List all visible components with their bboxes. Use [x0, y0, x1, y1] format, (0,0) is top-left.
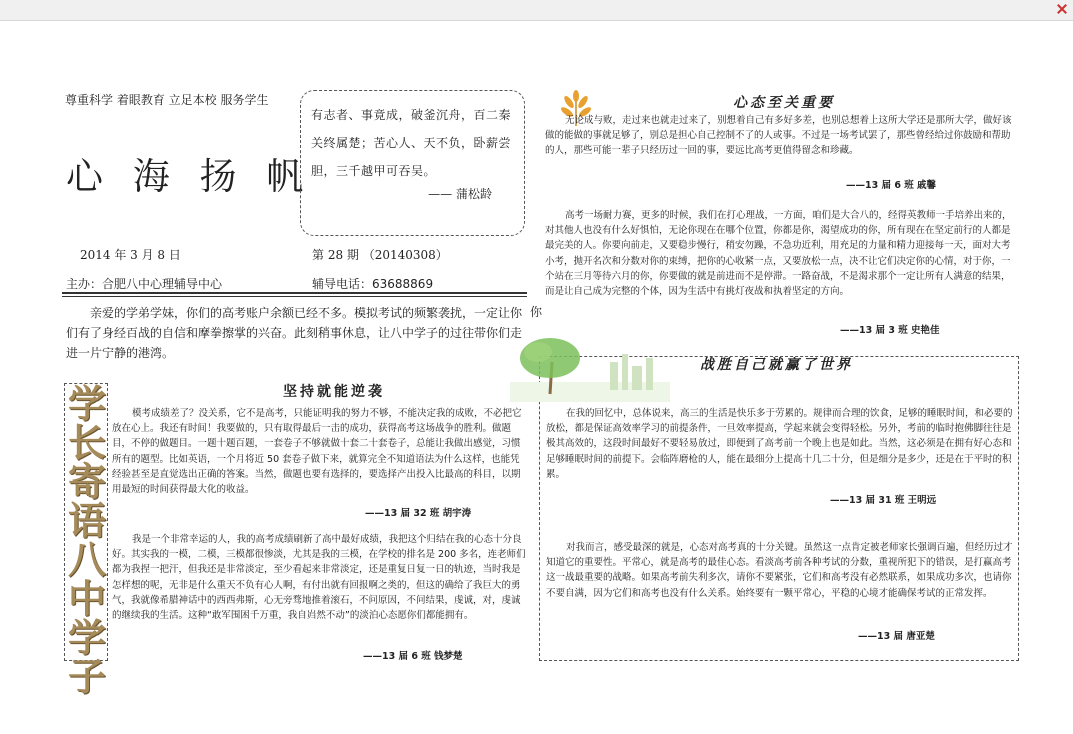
- poem-box: [300, 90, 525, 236]
- article-text: 在我的回忆中，总体说来，高三的生活是快乐多于劳累的。规律而合理的饮食，足够的睡眠时间，和必要的放松，都是保证高效率学习的前提条件，一旦效率提高，学起来就会变得轻松。另外，考前的临时抱佛脚往往是极其高效的，这段时间最好不要轻易放过，即便到了高考前一个晚上也是如此。当然，这必须是在拥有好心态和足够睡眠时间的前提下。会临阵磨枪的人，能在最细分上提高十几二十分，但是细分是多少，还是在于平时的积累。: [546, 408, 1013, 480]
- article-signature: ——13 届 3 班 史艳佳: [840, 325, 940, 336]
- article-signature: ——13 届 唐亚楚: [858, 631, 935, 642]
- motto: 尊重科学 着眼教育 立足本校 服务学生: [65, 93, 269, 107]
- article-text: 对我而言，感受最深的就是，心态对高考真的十分关键。虽然这一点肯定被老师家长强调百遍，但经历过才知道它的重要性。平常心，就是高考的最佳心态。看淡高考前各种考试的分数，重视所犯下的错误，是打赢高考这一战最重要的战略。如果高考前失利多次，请你不要紧张，它们和高考没有必然联系，如果成功多次，也请你不要自满，因为它们和高考也没有什么关系。始终要有一颗平常心，平稳的心境才能确保考试的正常发挥。: [546, 542, 1013, 599]
- vertical-banner-text: 学长寄语八中学子: [67, 381, 106, 699]
- article-signature: ——13 届 31 班 王明远: [830, 495, 937, 506]
- hotline: 辅导电话：63688869: [312, 277, 434, 291]
- header-divider-thin: [62, 296, 527, 297]
- issue-date: 2014 年 3 月 8 日: [80, 248, 181, 262]
- article-text: 模考成绩差了？没关系，它不是高考，只能证明我的努力不够，不能决定我的成败，不必把它放在心上。我还有时间！我要做的，只有取得最后一击的成功，获得高考这场战争的胜利。做题目，不停的做题目。一题十题百题，一套卷子不够就做十套二十套卷子，总能让我做出感觉，习惯所有的题型。比如英语，一个月将近 50 套卷子做下来，就算完全不知道语法为什么这样，也能凭经验甚至是直觉选出正确的答案。当然，做题也要有选择的，要选择产出投入比最高的科目，以期用最短的时间获得最大化的收益。: [112, 408, 522, 496]
- article-signature: ——13 届 6 班 戚馨: [846, 180, 937, 191]
- article-text: 高考一场耐力赛，更多的时候，我们在打心理战，一方面，咱们是大合八的，经得英教师一手培养出来的，对其他人也没有什么好惧怕，无论你现在在哪个位置，你都是你，渴望成功的你，所有现在在坚定前行的人都是最完美的人。你要向前走，又要稳步慢行，稍安勿躁，不急功近利，用充足的力量和精力迎接每一天，面对大考小考，抛开名次和分数对你的束缚，把你的心收紧一点，又要放松一点，决不让它们决定你的心情，对于你，一个站在三月等待六月的你，你要做的就是前进而不是停滞。一路奋战，不是渴求那个一定让所有人满意的结果，而是让自己成为完整的个体，因为生活中有挑灯夜战和执着坚定的方向。: [545, 210, 1012, 298]
- tree-illustration-icon: [510, 332, 670, 402]
- article-signature: ——13 届 32 班 胡宇涛: [365, 508, 472, 519]
- left-heading: 坚持就能逆袭: [283, 384, 385, 400]
- header-divider: [62, 292, 527, 294]
- issue-number: 第 28 期 （20140308）: [312, 248, 448, 262]
- close-icon[interactable]: [1057, 4, 1067, 14]
- window-top-bar: [0, 0, 1073, 21]
- newsletter-title: 心 海 扬 帆: [66, 155, 313, 198]
- article-signature: ——13 届 6 班 钱梦楚: [363, 651, 463, 662]
- intro-paragraph: 亲爱的学弟学妹，你们的高考账户余额已经不多。模拟考试的频繁袭扰，一定让你们有了身经百战的自信和摩拳擦掌的兴奋。此刻稍事休息，让八中学子的过往带你们走进一片宁静的港湾。: [66, 306, 523, 360]
- poem-author: —— 蒲松龄: [428, 187, 492, 201]
- article-text: 我是一个非常幸运的人，我的高考成绩刷新了高中最好成绩，我把这个归结在我的心态十分良好。其实我的一模，二模，三模都很惨淡，尤其是我的三模，在学校的排名是 200 多名，连老师们都为我捏一把汗，但我还是非常淡定，至少看起来非常淡定，还是重复日复一日的轨迹，当时我是怎样想的呢，无非是什么重天不负有心人啊，有付出就有回报啊之类的，但这的确给了我巨大的勇气，我就像希腊神话中的西西弗斯，心无旁骛地推着滚石，不问原因，不问结果，虔诚，对，虔诚的继续我的生活。这种“敢军围困千万重，我自岿然不动”的淡泊心态愿你们都能拥有。: [112, 534, 526, 622]
- right-heading-bottom: 战胜自己就赢了世界: [700, 357, 853, 373]
- article-text: 无论成与败，走过来也就走过来了，别想着自己有多好多差，也别总想着上这所大学还是那所大学，做好该做的能做的事就足够了，别总是担心自己控制不了的人或事。不过是一场考试罢了，那些曾经给过你鼓励和帮助的人，那些可能一辈子只经历过一回的事，要远比高考更值得留念和珍藏。: [545, 115, 1012, 157]
- poem-text: 有志者、事竟成，破釜沉舟，百二秦关终属楚；苦心人、天不负，卧薪尝胆，三千越甲可吞吴。: [311, 108, 512, 178]
- right-heading-top: 心态至关重要: [733, 95, 835, 111]
- vertical-banner: [64, 381, 108, 699]
- host-organization: 主办：合肥八中心理辅导中心: [66, 277, 223, 291]
- intro-tail: 你: [530, 305, 543, 319]
